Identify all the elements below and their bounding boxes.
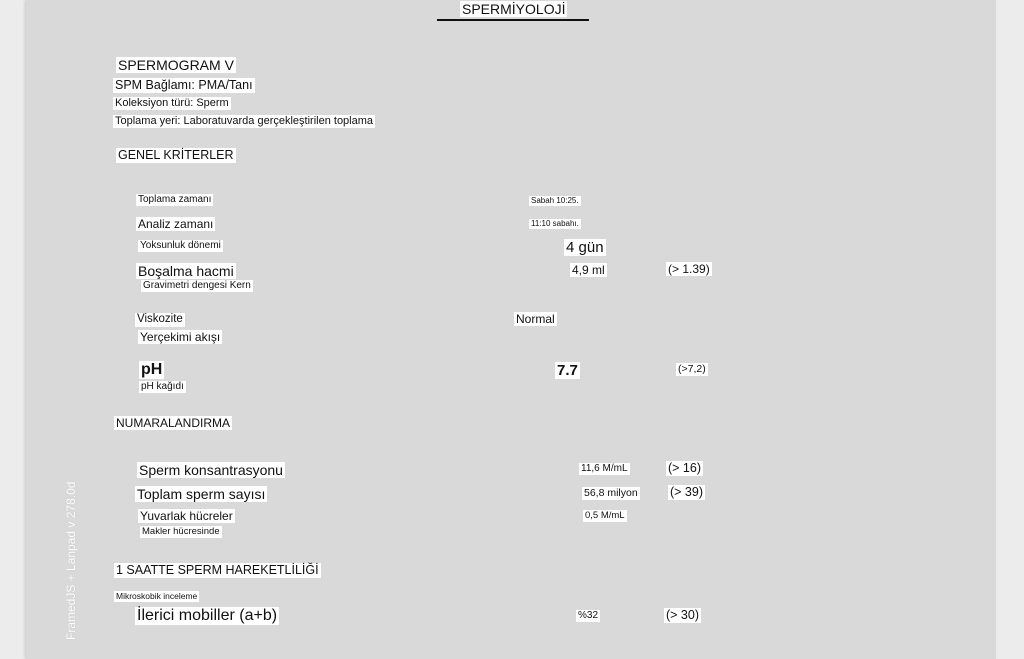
abstinence-value: 4 gün	[566, 239, 604, 256]
ph-value: 7.7	[557, 362, 578, 379]
motility-heading: 1 SAATTE SPERM HAREKETLİLİĞİ	[116, 563, 319, 577]
ph-reference: (>7,2)	[678, 363, 706, 375]
total-count-reference: (> 39)	[670, 485, 704, 499]
spermogram-title: SPERMOGRAM V	[118, 57, 234, 73]
motility-method: Mikroskobik inceleme	[116, 591, 198, 601]
abstinence-label: Yoksunluk dönemi	[140, 240, 221, 251]
viscosity-label: Viskozite	[137, 313, 183, 325]
round-cells-label: Yuvarlak hücreler	[140, 509, 233, 523]
collection-time-label: Toplama zamanı	[138, 194, 212, 205]
analysis-time-label: Analiz zamanı	[138, 217, 214, 231]
progressive-motility-label: İlerici mobiller (a+b)	[137, 607, 278, 624]
concentration-value: 11,6 M/mL	[581, 463, 628, 474]
collection-place: Toplama yeri: Laboratuvarda gerçekleştirilen toplama	[115, 115, 374, 127]
ph-label: pH	[141, 361, 163, 378]
viscosity-value: Normal	[516, 312, 555, 326]
volume-method: Gravimetri dengesi Kern	[143, 280, 251, 291]
volume-label: Boşalma hacmi	[138, 263, 234, 279]
volume-value: 4,9 ml	[572, 263, 605, 277]
spm-context: SPM Bağlamı: PMA/Tanı	[115, 78, 253, 92]
general-criteria-heading: GENEL KRİTERLER	[118, 148, 234, 162]
enumeration-heading: NUMARALANDIRMA	[116, 416, 231, 430]
viscosity-method: Yerçekimi akışı	[140, 330, 221, 344]
collection-type: Koleksiyon türü: Sperm	[115, 97, 229, 109]
volume-reference: (> 1.39)	[668, 262, 710, 276]
total-count-value: 56,8 milyon	[584, 487, 638, 499]
concentration-label: Sperm konsantrasyonu	[139, 462, 283, 478]
right-margin	[996, 0, 1024, 659]
analysis-time-value: 11:10 sabahı.	[531, 219, 579, 228]
ph-method: pH kağıdı	[141, 381, 184, 392]
page-title: SPERMİYOLOJİ	[462, 1, 566, 17]
left-margin	[0, 0, 26, 659]
round-cells-value: 0,5 M/mL	[585, 510, 625, 521]
concentration-reference: (> 16)	[668, 461, 702, 475]
total-count-label: Toplam sperm sayısı	[137, 486, 266, 502]
title-underline	[437, 19, 589, 21]
software-watermark: FramedJS + Lanpad v 278.0d	[64, 481, 78, 640]
progressive-motility-value: %32	[578, 610, 599, 621]
round-cells-method: Makler hücresinde	[142, 526, 220, 537]
collection-time-value: Sabah 10:25.	[531, 196, 579, 205]
progressive-motility-reference: (> 30)	[666, 608, 700, 622]
